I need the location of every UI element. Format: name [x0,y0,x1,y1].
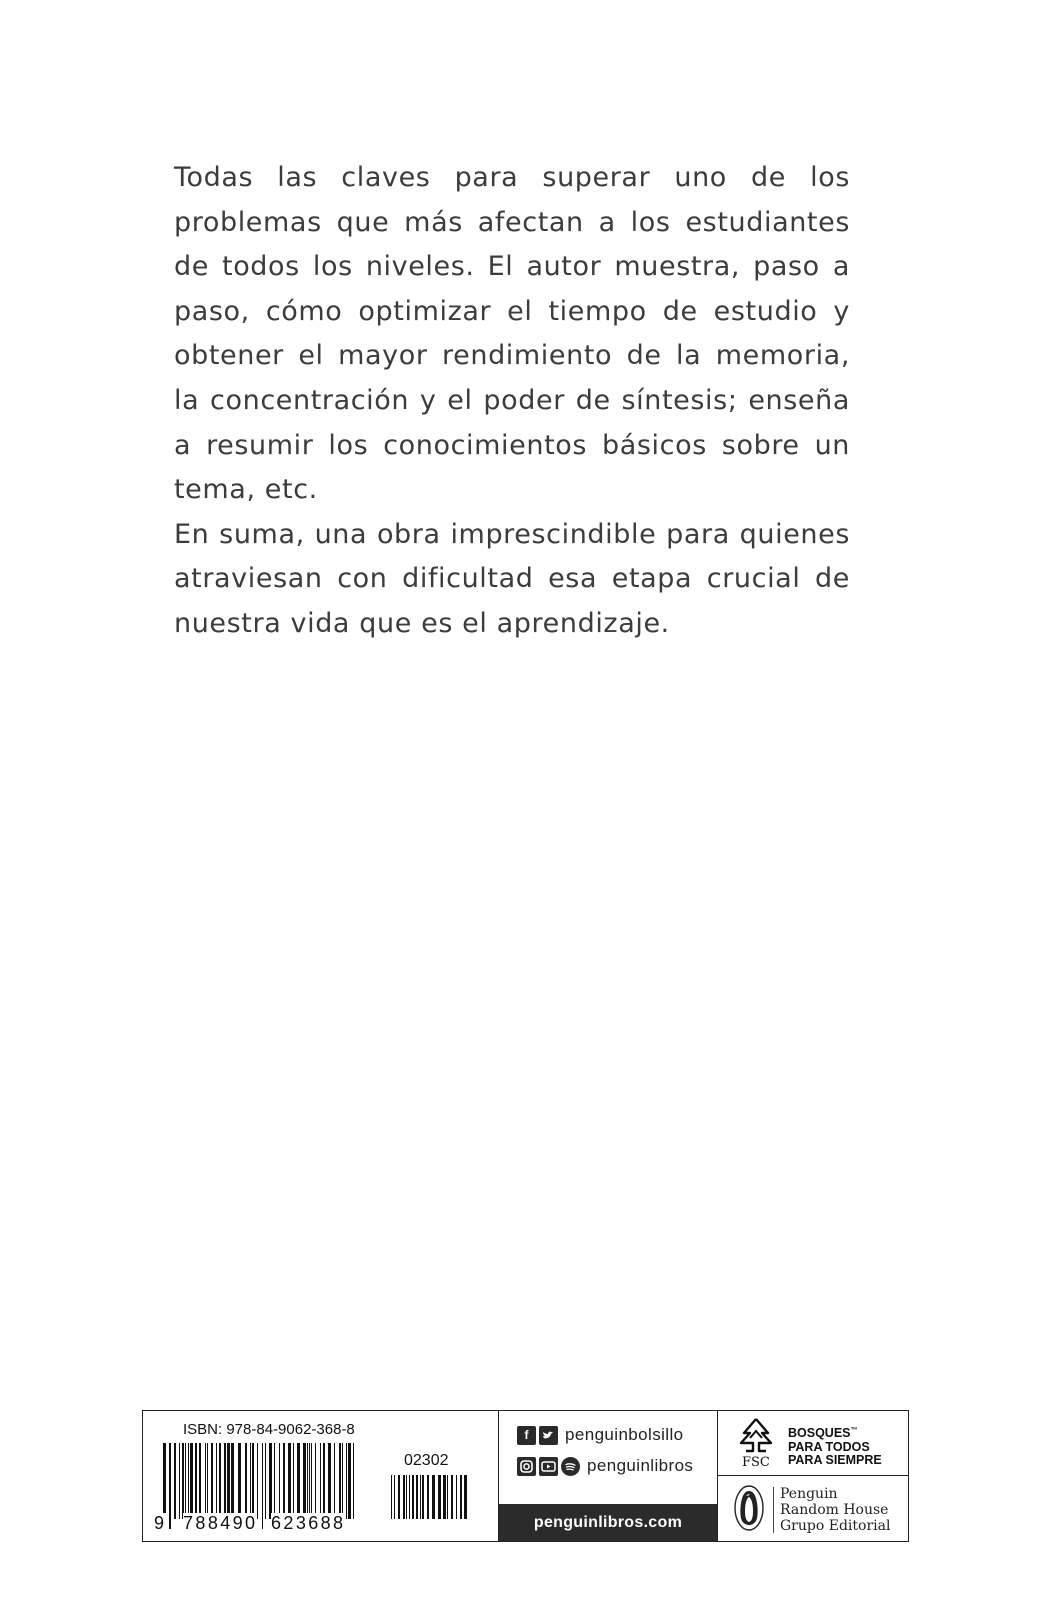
barcode-bar [391,1475,392,1519]
blurb-paragraph-2: En suma, una obra imprescindible para quienes atraviesan con dificultad esa etapa crucial de nuestra vida que es el aprendizaje. [174,518,850,639]
penguin-random-house-logo [718,1477,908,1541]
penguin-icon [732,1483,766,1533]
barcode-bar [216,1443,217,1519]
twitter-icon [539,1426,558,1445]
barcode-bar [309,1443,310,1519]
barcode-bar [403,1475,405,1519]
barcode-bar [279,1443,280,1519]
barcode-bar [346,1443,347,1519]
fsc-line-3: PARA SIEMPRE [788,1453,882,1468]
barcode-bar [250,1443,251,1519]
barcode-bar [169,1443,171,1529]
barcode-bar [182,1443,184,1519]
barcode-bar [288,1443,291,1519]
barcode-bar [274,1443,275,1519]
social-handle-penguinlibros: penguinlibros [587,1456,694,1475]
barcode-bar [456,1475,457,1519]
barcode-bar [438,1475,441,1519]
addon-barcode [391,1475,471,1529]
barcode-panel [143,1411,498,1541]
barcode-bar [443,1475,446,1519]
social-row-1 [517,1425,683,1445]
blurb-paragraph-1: Todas las claves para superar uno de los problemas que más afectan a los estudiantes de todos los niveles. El autor muestra, paso a paso, cómo optimizar el tiempo de estudio y obtener el mayor rendimiento de la memoria, la concentración y el poder de síntesis; enseña a resumir los conocimientos básicos sobre un tema, etc. [174,162,850,506]
barcode-bar [409,1475,410,1519]
barcode-bar [219,1443,221,1519]
fsc-tree-icon [736,1417,776,1455]
barcode-bar [207,1443,208,1519]
barcode-bar [231,1443,234,1519]
instagram-icon [517,1457,536,1476]
fsc-line-1: BOSQUES [788,1426,851,1441]
social-panel [499,1411,717,1541]
youtube-icon [539,1457,558,1476]
barcode-bar [464,1475,467,1519]
barcode-bar [406,1475,407,1519]
social-row-2 [517,1456,693,1476]
publisher-name [780,1486,890,1534]
barcode-addon-number: 02302 [404,1452,449,1469]
barcode-bar [262,1443,263,1529]
barcode-bar [199,1443,201,1519]
fsc-trademark: ™ [850,1427,858,1434]
back-cover-blurb [174,156,850,647]
barcode-bar [257,1443,258,1519]
barcode-bar [394,1475,395,1519]
fsc-logo [718,1411,908,1476]
barcode-bar [412,1475,414,1519]
barcode-bar [269,1443,272,1519]
publisher-line-1: Penguin [780,1486,838,1502]
barcode-digits-left: 788490 [183,1513,258,1533]
barcode-bar [265,1443,266,1519]
website-link[interactable]: penguinlibros.com [499,1504,717,1541]
barcode-bar [447,1475,448,1519]
facebook-icon: f [517,1426,536,1445]
barcode-bar [205,1443,206,1519]
barcode-bar [303,1443,306,1519]
barcode-bar [245,1443,247,1519]
barcode-bar [422,1475,424,1519]
barcode-bar [179,1443,180,1519]
barcode-bar [195,1443,197,1519]
barcode-bar [252,1443,254,1519]
fsc-line-2: PARA TODOS [788,1439,870,1454]
barcode-bar [227,1443,230,1519]
barcode-bar [211,1443,213,1519]
barcode-bar [339,1443,341,1519]
barcode-bar [307,1443,308,1519]
barcode-bar [328,1443,331,1519]
barcode-bar [293,1443,294,1519]
barcode-bar [416,1475,418,1519]
barcode-bar [190,1443,193,1519]
barcode-bar [420,1475,421,1519]
barcode-bar [334,1443,335,1519]
barcode-bar [348,1443,351,1519]
publisher-line-3: Grupo Editorial [780,1518,891,1534]
barcode-bar [353,1443,354,1519]
barcode-bar [432,1475,435,1519]
barcode-bar [342,1443,343,1519]
barcode-bar [460,1475,462,1519]
fsc-label: FSC [742,1455,770,1470]
social-handle-penguinbolsillo: penguinbolsillo [565,1425,684,1444]
barcode-bar [315,1443,316,1519]
barcode-bar [311,1443,312,1519]
barcode-bar [398,1475,400,1519]
barcode-bar [323,1443,325,1519]
barcode-bar [297,1443,300,1519]
barcode-bar [427,1475,429,1519]
barcode-digits-right: 623688 [271,1513,346,1533]
logos-panel [718,1411,908,1541]
publisher-line-2: Random House [780,1502,889,1518]
back-cover-info-strip [142,1410,909,1542]
barcode-bar [238,1443,241,1519]
barcode-bar [320,1443,321,1519]
barcode-bar [185,1443,186,1519]
publisher-divider [773,1487,774,1533]
barcode-bar [224,1443,226,1519]
barcode-bar [188,1443,189,1519]
barcode-bar [174,1443,176,1519]
isbn-label: ISBN: 978-84-9062-368-8 [183,1421,355,1438]
barcode-digit-first: 9 [154,1513,167,1533]
spotify-icon [561,1457,580,1476]
barcode-bar [451,1475,453,1519]
barcode-bar [283,1443,285,1519]
fsc-slogan [788,1424,882,1468]
